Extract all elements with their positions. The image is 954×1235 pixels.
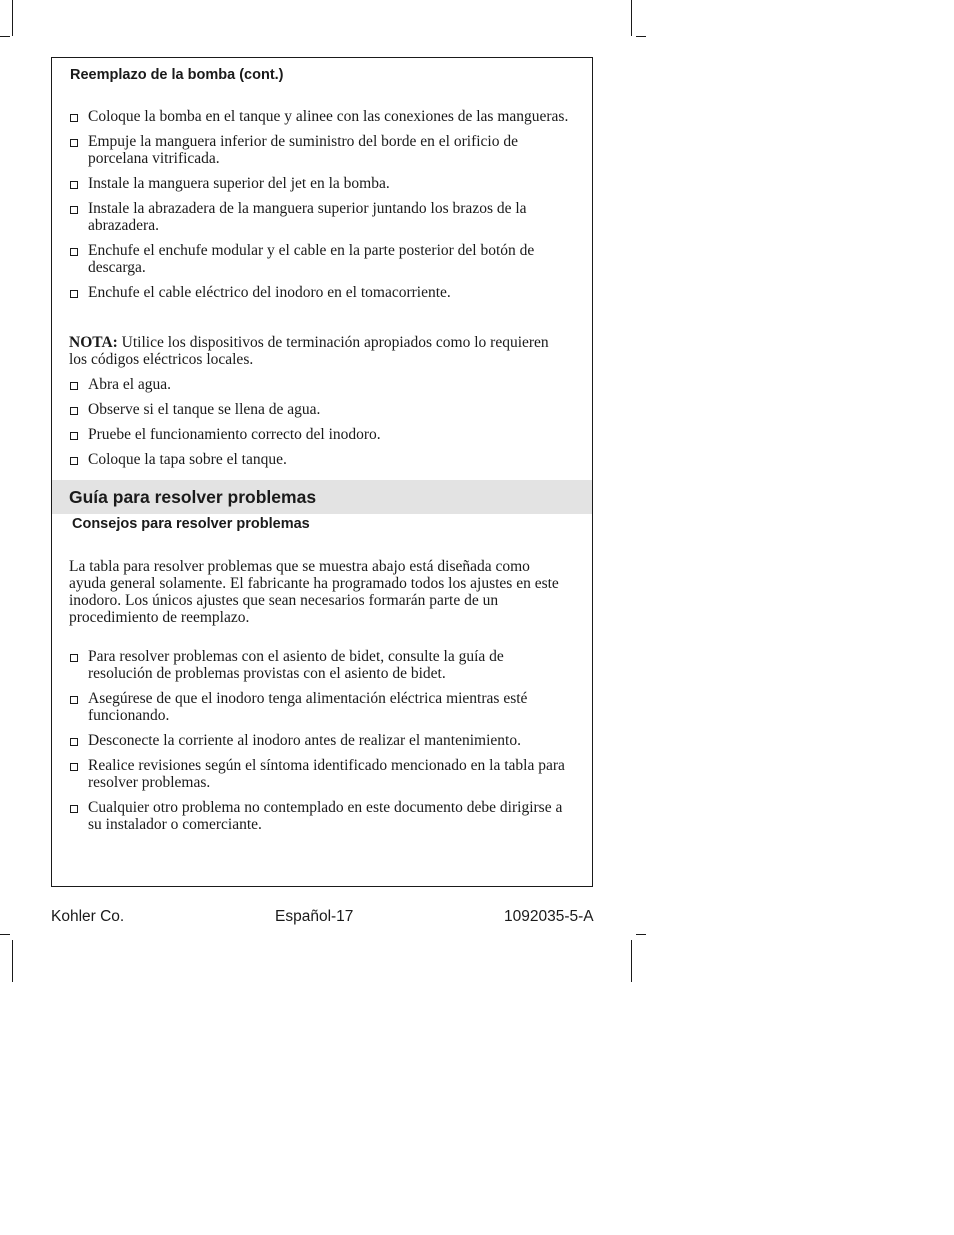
list-item: Enchufe el cable eléctrico del inodoro en el tomacorriente. xyxy=(69,284,569,301)
crop-mark xyxy=(636,934,646,935)
list-item: Cualquier otro problema no contemplado en este documento debe dirigirse a su instalador o comerciante. xyxy=(69,799,569,833)
checkbox-icon xyxy=(70,114,78,122)
checkbox-icon xyxy=(70,696,78,704)
note-paragraph xyxy=(69,334,569,368)
list-item: Observe si el tanque se llena de agua. xyxy=(69,401,569,418)
crop-mark xyxy=(12,940,13,982)
checkbox-icon xyxy=(70,738,78,746)
crop-mark xyxy=(0,934,10,935)
list-item: Enchufe el enchufe modular y el cable en la parte posterior del botón de descarga. xyxy=(69,242,569,276)
tips-list xyxy=(69,648,569,841)
checkbox-icon xyxy=(70,457,78,465)
checkbox-icon xyxy=(70,382,78,390)
checkbox-icon xyxy=(70,290,78,298)
list-item: Abra el agua. xyxy=(69,376,569,393)
checkbox-icon xyxy=(70,181,78,189)
intro-paragraph: La tabla para resolver problemas que se muestra abajo está diseñada como ayuda general solamente. El fabricante ha programado todos los ajustes en este inodoro. Los únicos ajustes que sean necesarios formarán parte de un procedimiento de reemplazo. xyxy=(69,558,559,626)
note-text: Utilice los dispositivos de terminación apropiados como lo requieren los códigos eléctricos locales. xyxy=(69,334,549,368)
list-item: Empuje la manguera inferior de suministro del borde en el orificio de porcelana vitrificada. xyxy=(69,133,569,167)
checkbox-icon xyxy=(70,763,78,771)
crop-mark xyxy=(0,36,10,37)
steps-list-b xyxy=(69,376,569,476)
checkbox-icon xyxy=(70,139,78,147)
crop-mark xyxy=(636,36,646,37)
content-panel xyxy=(51,57,593,887)
checkbox-icon xyxy=(70,432,78,440)
footer-company: Kohler Co. xyxy=(51,908,125,925)
list-item: Coloque la bomba en el tanque y alinee con las conexiones de las mangueras. xyxy=(69,108,569,125)
checkbox-icon xyxy=(70,248,78,256)
checkbox-icon xyxy=(70,805,78,813)
checkbox-icon xyxy=(70,654,78,662)
steps-list-a xyxy=(69,108,569,309)
checkbox-icon xyxy=(70,206,78,214)
section-title: Guía para resolver problemas xyxy=(69,487,317,507)
list-item: Desconecte la corriente al inodoro antes de realizar el mantenimiento. xyxy=(69,732,569,749)
crop-mark xyxy=(12,0,13,36)
list-item: Instale la manguera superior del jet en la bomba. xyxy=(69,175,569,192)
list-item: Para resolver problemas con el asiento de bidet, consulte la guía de resolución de problemas provistas con el asiento de bidet. xyxy=(69,648,569,682)
list-item: Realice revisiones según el síntoma identificado mencionado en la tabla para resolver problemas. xyxy=(69,757,569,791)
subsection-title: Consejos para resolver problemas xyxy=(72,516,310,532)
section-band xyxy=(52,480,592,514)
section-heading: Reemplazo de la bomba (cont.) xyxy=(70,67,284,83)
checkbox-icon xyxy=(70,407,78,415)
footer-page-number: Español-17 xyxy=(275,908,354,925)
footer-doc-number: 1092035-5-A xyxy=(504,908,594,925)
list-item: Pruebe el funcionamiento correcto del inodoro. xyxy=(69,426,569,443)
note-label: NOTA: xyxy=(69,334,118,351)
crop-mark xyxy=(631,940,632,982)
list-item: Asegúrese de que el inodoro tenga alimentación eléctrica mientras esté funcionando. xyxy=(69,690,569,724)
list-item: Coloque la tapa sobre el tanque. xyxy=(69,451,569,468)
crop-mark xyxy=(631,0,632,36)
list-item: Instale la abrazadera de la manguera superior juntando los brazos de la abrazadera. xyxy=(69,200,569,234)
